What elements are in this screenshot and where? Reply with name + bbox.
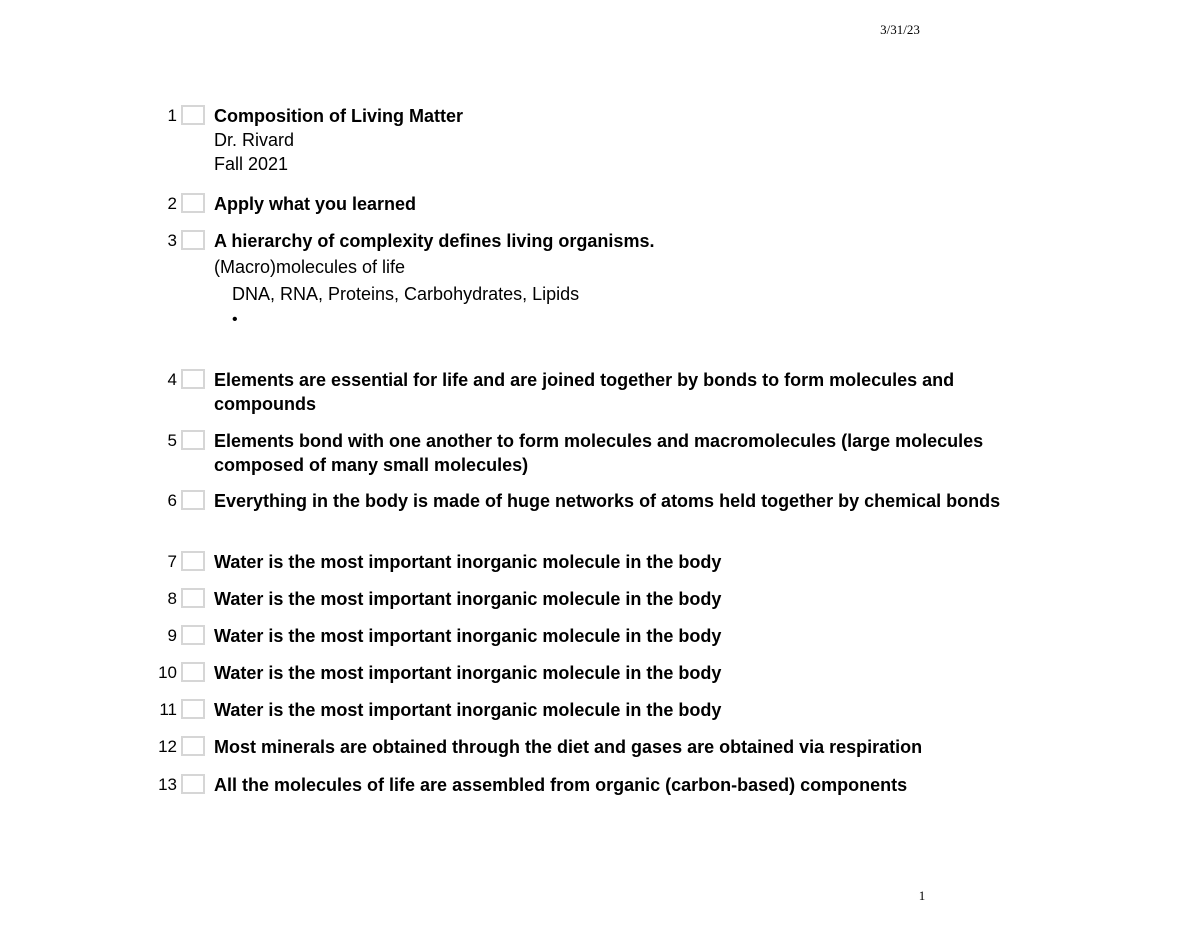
slide-number: 12 bbox=[158, 737, 177, 756]
slide-thumbnail-icon[interactable] bbox=[181, 699, 205, 719]
slide-number: 7 bbox=[167, 552, 177, 571]
slide-thumbnail-icon[interactable] bbox=[181, 551, 205, 571]
slide-thumbnail-icon[interactable] bbox=[181, 625, 205, 645]
slide-title: Water is the most important inorganic molecule in the body bbox=[214, 552, 722, 572]
slide-title: Most minerals are obtained through the diet and gases are obtained via respiration bbox=[214, 737, 923, 757]
slide-body-line: (Macro)molecules of life bbox=[214, 257, 406, 277]
slide-content bbox=[214, 550, 1054, 574]
slide-thumbnail-icon[interactable] bbox=[181, 736, 205, 756]
slide-content bbox=[214, 429, 1054, 477]
slide-thumbnail-icon[interactable] bbox=[181, 369, 205, 389]
slide-content bbox=[214, 192, 1054, 216]
slide-content bbox=[214, 735, 1054, 759]
slide-thumbnail-icon[interactable] bbox=[181, 662, 205, 682]
slide-title: All the molecules of life are assembled from organic (carbon-based) components bbox=[214, 775, 908, 795]
slide-title: Elements bond with one another to form molecules and macromolecules (large molecules composed of many small molecules) bbox=[214, 431, 984, 475]
slide-content bbox=[214, 104, 1054, 176]
slide-number: 8 bbox=[167, 589, 177, 608]
slide-thumbnail-icon[interactable] bbox=[181, 193, 205, 213]
slide-bullet: • bbox=[232, 311, 238, 328]
slide-number: 11 bbox=[159, 700, 177, 719]
slide-thumbnail-icon[interactable] bbox=[181, 588, 205, 608]
slide-number: 3 bbox=[167, 231, 177, 250]
slide-title: Water is the most important inorganic molecule in the body bbox=[214, 700, 722, 720]
slide-content bbox=[214, 624, 1054, 648]
slide-body-line: Dr. Rivard bbox=[214, 130, 295, 150]
slide-content bbox=[214, 698, 1054, 722]
slide-content bbox=[214, 489, 1054, 513]
slide-content bbox=[214, 773, 1054, 797]
slide-number: 2 bbox=[167, 194, 177, 213]
slide-title: Water is the most important inorganic molecule in the body bbox=[214, 626, 722, 646]
slide-title: Apply what you learned bbox=[214, 194, 417, 214]
slide-number: 6 bbox=[167, 491, 177, 510]
slide-content bbox=[214, 661, 1054, 685]
slide-number: 1 bbox=[167, 106, 177, 125]
header-date: 3/31/23 bbox=[880, 22, 920, 37]
slide-title: Water is the most important inorganic molecule in the body bbox=[214, 589, 722, 609]
slide-title: Composition of Living Matter bbox=[214, 106, 463, 126]
slide-number: 5 bbox=[167, 431, 177, 450]
slide-number: 13 bbox=[158, 775, 177, 794]
slide-title: Water is the most important inorganic molecule in the body bbox=[214, 663, 722, 683]
slide-thumbnail-icon[interactable] bbox=[181, 230, 205, 250]
slide-title: Elements are essential for life and are joined together by bonds to form molecules and compounds bbox=[214, 370, 955, 414]
slide-title: Everything in the body is made of huge networks of atoms held together by chemical bonds bbox=[214, 491, 1001, 511]
slide-content bbox=[214, 229, 1054, 333]
slide-content bbox=[214, 587, 1054, 611]
slide-thumbnail-icon[interactable] bbox=[181, 105, 205, 125]
slide-body-subline: DNA, RNA, Proteins, Carbohydrates, Lipids bbox=[232, 284, 580, 304]
slide-number: 10 bbox=[158, 663, 177, 682]
slide-content bbox=[214, 368, 1054, 416]
slide-number: 9 bbox=[167, 626, 177, 645]
slide-thumbnail-icon[interactable] bbox=[181, 430, 205, 450]
page-number: 1 bbox=[918, 888, 926, 903]
slide-number: 4 bbox=[167, 370, 177, 389]
slide-thumbnail-icon[interactable] bbox=[181, 774, 205, 794]
slide-body-line: Fall 2021 bbox=[214, 154, 289, 174]
slide-title: A hierarchy of complexity defines living organisms. bbox=[214, 231, 655, 251]
slide-thumbnail-icon[interactable] bbox=[181, 490, 205, 510]
